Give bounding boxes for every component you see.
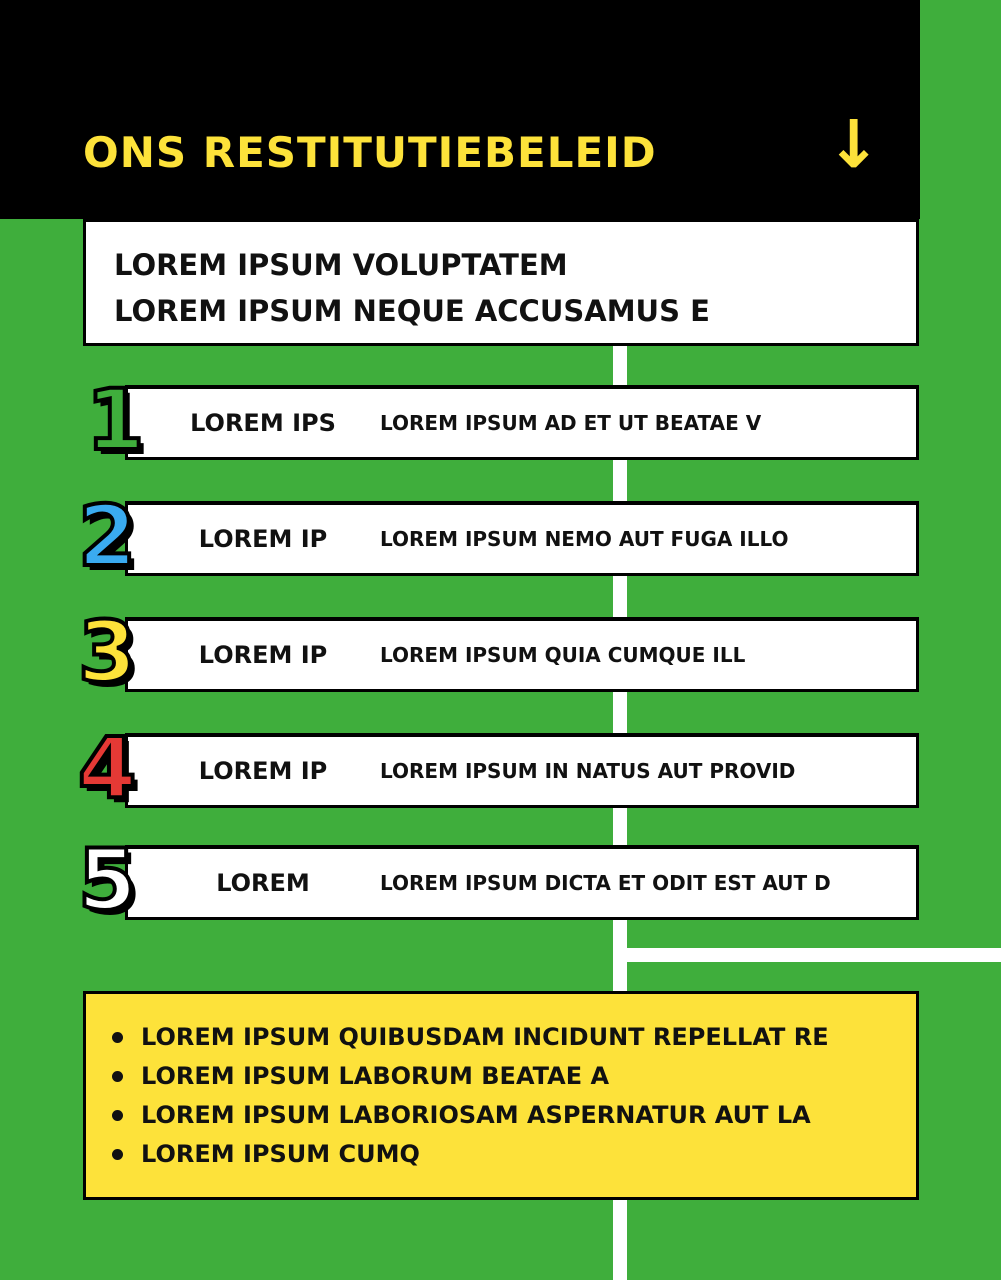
notes-box [83,991,919,1200]
step-text: LOREM IPSUM IN NATUS AUT PROVID [380,759,796,783]
step-text: LOREM IPSUM QUIA CUMQUE ILL [380,643,746,667]
step-label: LOREM IP [198,525,328,553]
step-number: 4 [78,719,137,817]
step-number: 1 [86,371,145,469]
note-text: LOREM IPSUM LABORIOSAM ASPERNATUR AUT LA [141,1101,811,1129]
note-text: LOREM IPSUM QUIBUSDAM INCIDUNT REPELLAT RE [141,1023,829,1051]
step-row [125,502,919,576]
bullet-icon [112,1110,123,1121]
step-row [125,386,919,460]
step-text: LOREM IPSUM AD ET UT BEATAE V [380,411,762,435]
step-number: 2 [78,487,137,585]
field-line-horizontal [627,948,1001,962]
step-row [125,846,919,920]
intro-line: LOREM IPSUM VOLUPTATEM [114,248,568,282]
note-item [106,1135,896,1174]
step-label: LOREM [216,869,310,897]
page-title: ONS RESTITUTIEBELEID [83,128,657,177]
header [0,0,920,219]
note-item [106,1018,896,1057]
intro-box [83,219,919,346]
bullet-icon [112,1149,123,1160]
step-text: LOREM IPSUM DICTA ET ODIT EST AUT D [380,871,831,895]
step-label: LOREM IP [198,641,328,669]
step-row [125,734,919,808]
step-number: 3 [78,603,137,701]
note-item [106,1057,896,1096]
step-text: LOREM IPSUM NEMO AUT FUGA ILLO [380,527,789,551]
bullet-icon [112,1032,123,1043]
arrow-down-icon: ↓ [826,106,882,183]
note-text: LOREM IPSUM LABORUM BEATAE A [141,1062,610,1090]
step-label: LOREM IP [198,757,328,785]
step-number: 5 [78,831,137,929]
step-label: LOREM IPS [190,409,336,437]
note-text: LOREM IPSUM CUMQ [141,1140,420,1168]
bullet-icon [112,1071,123,1082]
intro-line: LOREM IPSUM NEQUE ACCUSAMUS E [114,294,710,328]
note-item [106,1096,896,1135]
step-row [125,618,919,692]
